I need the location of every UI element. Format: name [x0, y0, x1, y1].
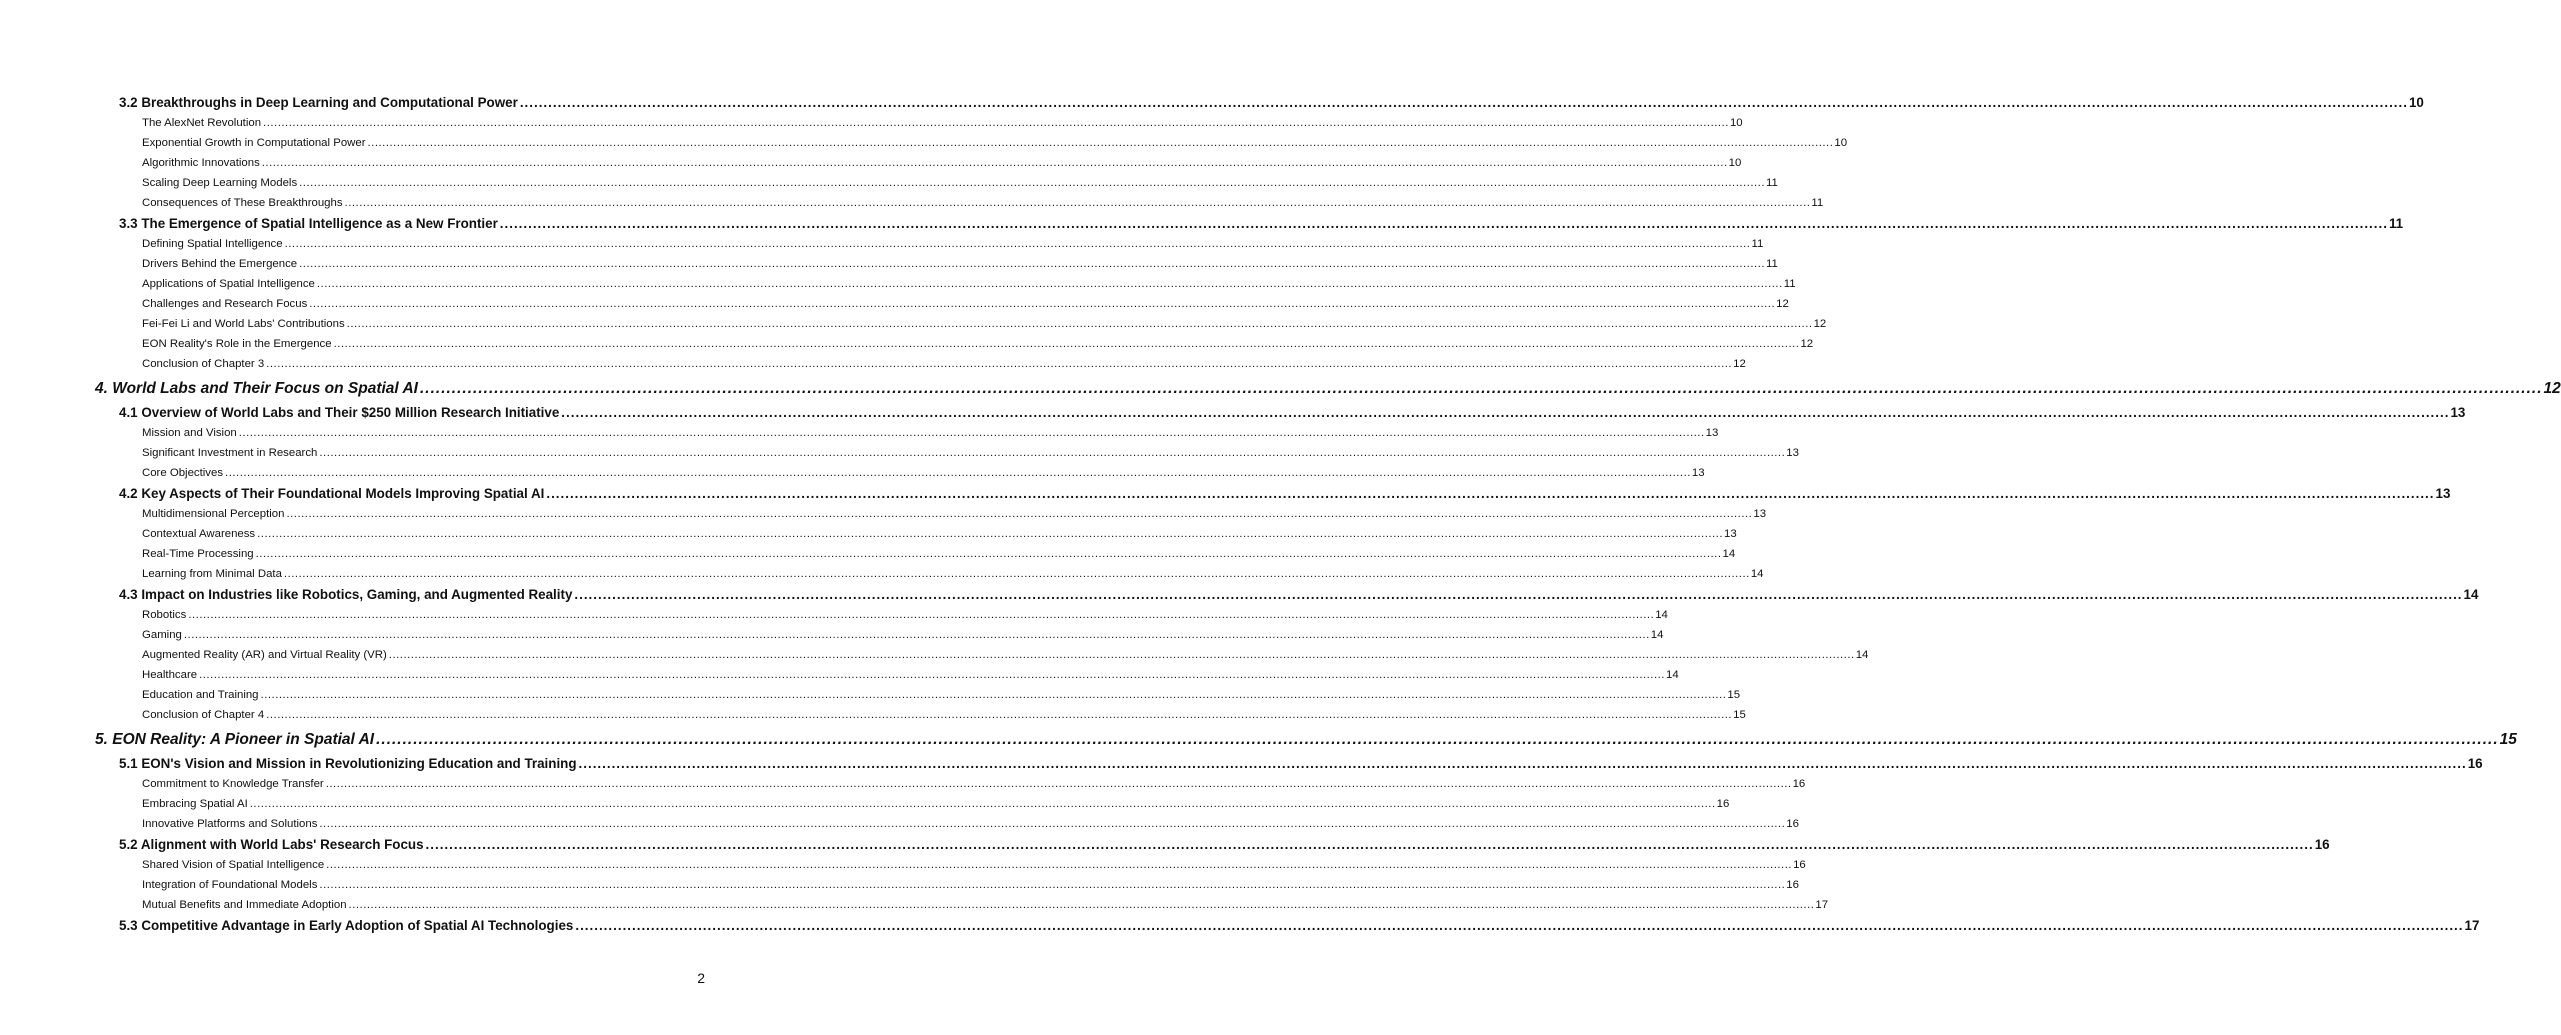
toc-dot-leader: ................................................................................................................................................................................................................................................................................................................................................................................................................: [260, 689, 1727, 701]
toc-entry-page: 16: [2314, 837, 2330, 852]
toc-entry-page: 14: [1750, 568, 1764, 580]
toc-entry-title: 5.2 Alignment with World Labs' Research Focus: [119, 837, 424, 852]
toc-subsection-entry[interactable]: [0, 153, 1742, 173]
toc-entry-title: 3.2 Breakthroughs in Deep Learning and Computational Power: [119, 95, 518, 110]
toc-entry-page: 13: [1705, 427, 1719, 439]
toc-dot-leader: ................................................................................................................................................................................................................................................................................................................................................................................................................: [266, 358, 1733, 370]
toc-entry-title: Exponential Growth in Computational Power: [142, 137, 366, 149]
toc-dot-leader: ................................................................................................................................................................................................................................................................................................................................................................................................................: [546, 486, 2435, 501]
toc-subsection-entry[interactable]: [0, 423, 1719, 443]
toc-entry-page: 16: [1792, 778, 1806, 790]
toc-section-entry[interactable]: [0, 213, 2404, 234]
toc-dot-leader: ................................................................................................................................................................................................................................................................................................................................................................................................................: [367, 137, 1834, 149]
toc-subsection-entry[interactable]: [0, 254, 1778, 274]
toc-dot-leader: ................................................................................................................................................................................................................................................................................................................................................................................................................: [309, 298, 1776, 310]
toc-entry-title: Innovative Platforms and Solutions: [142, 818, 318, 830]
toc-entry-page: 13: [1753, 508, 1767, 520]
toc-entry-title: EON Reality's Role in the Emergence: [142, 338, 332, 350]
toc-subsection-entry[interactable]: [0, 774, 1806, 794]
toc-dot-leader: ................................................................................................................................................................................................................................................................................................................................................................................................................: [261, 157, 1728, 169]
toc-entry-title: 4.2 Key Aspects of Their Foundational Models Improving Spatial AI: [119, 486, 545, 501]
toc-entry-title: Defining Spatial Intelligence: [142, 238, 283, 250]
toc-dot-leader: ................................................................................................................................................................................................................................................................................................................................................................................................................: [263, 117, 1729, 129]
toc-dot-leader: ................................................................................................................................................................................................................................................................................................................................................................................................................: [419, 380, 2543, 397]
toc-entry-page: 14: [1665, 669, 1679, 681]
toc-dot-leader: ................................................................................................................................................................................................................................................................................................................................................................................................................: [425, 837, 2314, 852]
toc-entry-title: Drivers Behind the Emergence: [142, 258, 298, 270]
toc-section-entry[interactable]: [0, 753, 2483, 774]
toc-subsection-entry[interactable]: [0, 814, 1799, 834]
toc-entry-page: 11: [1783, 278, 1796, 290]
toc-entry-page: 16: [2467, 756, 2483, 771]
toc-entry-title: 5. EON Reality: A Pioneer in Spatial AI: [95, 731, 375, 748]
toc-entry-page: 11: [1766, 177, 1778, 189]
toc-dot-leader: ................................................................................................................................................................................................................................................................................................................................................................................................................: [574, 587, 2463, 602]
toc-entry-title: Integration of Foundational Models: [142, 879, 318, 891]
toc-entry-title: Healthcare: [142, 669, 198, 681]
table-of-contents: [0, 92, 2561, 936]
toc-dot-leader: ................................................................................................................................................................................................................................................................................................................................................................................................................: [348, 899, 1815, 911]
toc-dot-leader: ................................................................................................................................................................................................................................................................................................................................................................................................................: [578, 756, 2467, 771]
toc-entry-page: 12: [2543, 380, 2561, 397]
toc-section-entry[interactable]: [0, 483, 2451, 504]
toc-entry-title: 4.3 Impact on Industries like Robotics, Gaming, and Augmented Reality: [119, 587, 573, 602]
toc-dot-leader: ................................................................................................................................................................................................................................................................................................................................................................................................................: [266, 709, 1733, 721]
toc-subsection-entry[interactable]: [0, 173, 1778, 193]
toc-entry-page: 13: [2450, 405, 2466, 420]
toc-entry-page: 13: [1691, 467, 1705, 479]
toc-subsection-entry[interactable]: [0, 895, 1829, 915]
toc-subsection-entry[interactable]: [0, 564, 1764, 584]
toc-dot-leader: ................................................................................................................................................................................................................................................................................................................................................................................................................: [319, 447, 1786, 459]
toc-subsection-entry[interactable]: [0, 625, 1664, 645]
toc-entry-title: 4.1 Overview of World Labs and Their $250 Million Research Initiative: [119, 405, 560, 420]
toc-dot-leader: ................................................................................................................................................................................................................................................................................................................................................................................................................: [238, 427, 1705, 439]
toc-dot-leader: ................................................................................................................................................................................................................................................................................................................................................................................................................: [255, 548, 1722, 560]
toc-subsection-entry[interactable]: [0, 274, 1796, 294]
toc-dot-leader: ................................................................................................................................................................................................................................................................................................................................................................................................................: [325, 778, 1792, 790]
toc-subsection-entry[interactable]: [0, 463, 1705, 483]
toc-entry-title: Learning from Minimal Data: [142, 568, 282, 580]
toc-entry-title: Real-Time Processing: [142, 548, 254, 560]
toc-subsection-entry[interactable]: [0, 504, 1767, 524]
toc-entry-page: 16: [1786, 818, 1799, 830]
toc-section-entry[interactable]: [0, 92, 2424, 113]
toc-entry-page: 14: [1855, 649, 1869, 661]
toc-entry-title: Mission and Vision: [142, 427, 237, 439]
toc-dot-leader: ................................................................................................................................................................................................................................................................................................................................................................................................................: [188, 609, 1655, 621]
toc-entry-title: Embracing Spatial AI: [142, 798, 248, 810]
toc-entry-title: 3.3 The Emergence of Spatial Intelligence as a New Frontier: [119, 216, 498, 231]
toc-dot-leader: ................................................................................................................................................................................................................................................................................................................................................................................................................: [183, 629, 1650, 641]
toc-dot-leader: ................................................................................................................................................................................................................................................................................................................................................................................................................: [249, 798, 1716, 810]
toc-entry-title: Challenges and Research Focus: [142, 298, 308, 310]
toc-entry-title: 4. World Labs and Their Focus on Spatial AI: [95, 380, 418, 397]
toc-subsection-entry[interactable]: [0, 685, 1741, 705]
toc-subsection-entry[interactable]: [0, 665, 1679, 685]
toc-entry-page: 10: [1834, 137, 1848, 149]
toc-section-entry[interactable]: [0, 834, 2330, 855]
toc-entry-title: Scaling Deep Learning Models: [142, 177, 298, 189]
toc-entry-page: 11: [2388, 216, 2404, 231]
toc-section-entry[interactable]: [0, 584, 2479, 605]
toc-subsection-entry[interactable]: [0, 133, 1848, 153]
toc-subsection-entry[interactable]: [0, 524, 1737, 544]
toc-dot-leader: ................................................................................................................................................................................................................................................................................................................................................................................................................: [344, 197, 1811, 209]
toc-subsection-entry[interactable]: [0, 193, 1824, 213]
toc-dot-leader: ................................................................................................................................................................................................................................................................................................................................................................................................................: [333, 338, 1800, 350]
toc-entry-page: 17: [1815, 899, 1829, 911]
toc-entry-title: Shared Vision of Spatial Intelligence: [142, 859, 325, 871]
toc-entry-title: The AlexNet Revolution: [142, 117, 262, 129]
toc-chapter-entry[interactable]: [0, 376, 2561, 402]
toc-dot-leader: ................................................................................................................................................................................................................................................................................................................................................................................................................: [388, 649, 1855, 661]
toc-dot-leader: ................................................................................................................................................................................................................................................................................................................................................................................................................: [499, 216, 2388, 231]
toc-entry-page: 10: [1728, 157, 1742, 169]
toc-entry-title: Multidimensional Perception: [142, 508, 285, 520]
toc-dot-leader: ................................................................................................................................................................................................................................................................................................................................................................................................................: [319, 818, 1786, 830]
toc-dot-leader: ................................................................................................................................................................................................................................................................................................................................................................................................................: [299, 258, 1766, 270]
toc-entry-title: Algorithmic Innovations: [142, 157, 260, 169]
toc-entry-page: 15: [1733, 709, 1746, 721]
toc-entry-page: 12: [1733, 358, 1746, 370]
toc-entry-title: Education and Training: [142, 689, 259, 701]
toc-subsection-entry[interactable]: [0, 794, 1730, 814]
toc-entry-title: Contextual Awareness: [142, 528, 256, 540]
toc-subsection-entry[interactable]: [0, 544, 1736, 564]
toc-entry-page: 16: [1793, 859, 1806, 871]
toc-entry-page: 15: [2499, 731, 2517, 748]
toc-entry-page: 11: [1811, 197, 1824, 209]
toc-dot-leader: ................................................................................................................................................................................................................................................................................................................................................................................................................: [283, 568, 1750, 580]
toc-entry-page: 10: [1729, 117, 1743, 129]
toc-entry-page: 16: [1716, 798, 1730, 810]
toc-dot-leader: ................................................................................................................................................................................................................................................................................................................................................................................................................: [561, 405, 2450, 420]
toc-entry-title: 5.1 EON's Vision and Mission in Revolutionizing Education and Training: [119, 756, 577, 771]
toc-dot-leader: ................................................................................................................................................................................................................................................................................................................................................................................................................: [257, 528, 1724, 540]
toc-entry-page: 13: [1724, 528, 1737, 540]
toc-subsection-entry[interactable]: [0, 334, 1814, 354]
toc-entry-page: 14: [1722, 548, 1736, 560]
toc-entry-title: Fei-Fei Li and World Labs' Contributions: [142, 318, 345, 330]
toc-entry-page: 11: [1751, 238, 1764, 250]
toc-subsection-entry[interactable]: [0, 705, 1746, 725]
toc-dot-leader: ................................................................................................................................................................................................................................................................................................................................................................................................................: [316, 278, 1783, 290]
toc-entry-title: Commitment to Knowledge Transfer: [142, 778, 324, 790]
toc-dot-leader: ................................................................................................................................................................................................................................................................................................................................................................................................................: [319, 879, 1786, 891]
toc-entry-page: 16: [1786, 879, 1799, 891]
toc-entry-page: 10: [2408, 95, 2424, 110]
toc-dot-leader: ................................................................................................................................................................................................................................................................................................................................................................................................................: [376, 731, 2499, 748]
toc-entry-title: Applications of Spatial Intelligence: [142, 278, 315, 290]
toc-dot-leader: ................................................................................................................................................................................................................................................................................................................................................................................................................: [519, 95, 2408, 110]
toc-subsection-entry[interactable]: [0, 605, 1668, 625]
toc-subsection-entry[interactable]: [0, 113, 1743, 133]
toc-entry-page: 11: [1766, 258, 1778, 270]
toc-dot-leader: ................................................................................................................................................................................................................................................................................................................................................................................................................: [299, 177, 1766, 189]
toc-entry-title: Significant Investment in Research: [142, 447, 318, 459]
toc-entry-title: 5.3 Competitive Advantage in Early Adoption of Spatial AI Technologies: [119, 918, 574, 933]
toc-entry-page: 13: [2435, 486, 2451, 501]
toc-entry-page: 17: [2464, 918, 2480, 933]
toc-entry-title: Consequences of These Breakthroughs: [142, 197, 343, 209]
toc-entry-title: Conclusion of Chapter 4: [142, 709, 265, 721]
toc-entry-title: Conclusion of Chapter 3: [142, 358, 265, 370]
toc-entry-page: 14: [1650, 629, 1664, 641]
toc-entry-page: 13: [1786, 447, 1799, 459]
toc-dot-leader: ................................................................................................................................................................................................................................................................................................................................................................................................................: [326, 859, 1793, 871]
toc-entry-title: Core Objectives: [142, 467, 224, 479]
toc-entry-title: Mutual Benefits and Immediate Adoption: [142, 899, 347, 911]
toc-entry-page: 14: [1655, 609, 1668, 621]
toc-entry-title: Augmented Reality (AR) and Virtual Reality (VR): [142, 649, 387, 661]
toc-subsection-entry[interactable]: [0, 234, 1764, 254]
toc-entry-title: Gaming: [142, 629, 182, 641]
toc-subsection-entry[interactable]: [0, 645, 1869, 665]
toc-section-entry[interactable]: [0, 402, 2466, 423]
toc-subsection-entry[interactable]: [0, 354, 1746, 374]
toc-dot-leader: ................................................................................................................................................................................................................................................................................................................................................................................................................: [284, 238, 1751, 250]
toc-subsection-entry[interactable]: [0, 294, 1789, 314]
toc-chapter-entry[interactable]: [0, 727, 2517, 753]
toc-entry-page: 14: [2463, 587, 2479, 602]
toc-subsection-entry[interactable]: [0, 875, 1799, 895]
toc-entry-page: 12: [1800, 338, 1814, 350]
toc-subsection-entry[interactable]: [0, 314, 1827, 334]
toc-entry-page: 15: [1727, 689, 1741, 701]
toc-dot-leader: ................................................................................................................................................................................................................................................................................................................................................................................................................: [575, 918, 2464, 933]
toc-entry-title: Robotics: [142, 609, 187, 621]
toc-entry-page: 12: [1776, 298, 1789, 310]
toc-dot-leader: ................................................................................................................................................................................................................................................................................................................................................................................................................: [225, 467, 1691, 479]
toc-subsection-entry[interactable]: [0, 855, 1806, 875]
page-number: 2: [697, 970, 705, 986]
toc-dot-leader: ................................................................................................................................................................................................................................................................................................................................................................................................................: [346, 318, 1813, 330]
toc-entry-page: 12: [1813, 318, 1827, 330]
toc-dot-leader: ................................................................................................................................................................................................................................................................................................................................................................................................................: [286, 508, 1753, 520]
toc-section-entry[interactable]: [0, 915, 2480, 936]
toc-subsection-entry[interactable]: [0, 443, 1799, 463]
toc-dot-leader: ................................................................................................................................................................................................................................................................................................................................................................................................................: [199, 669, 1665, 681]
